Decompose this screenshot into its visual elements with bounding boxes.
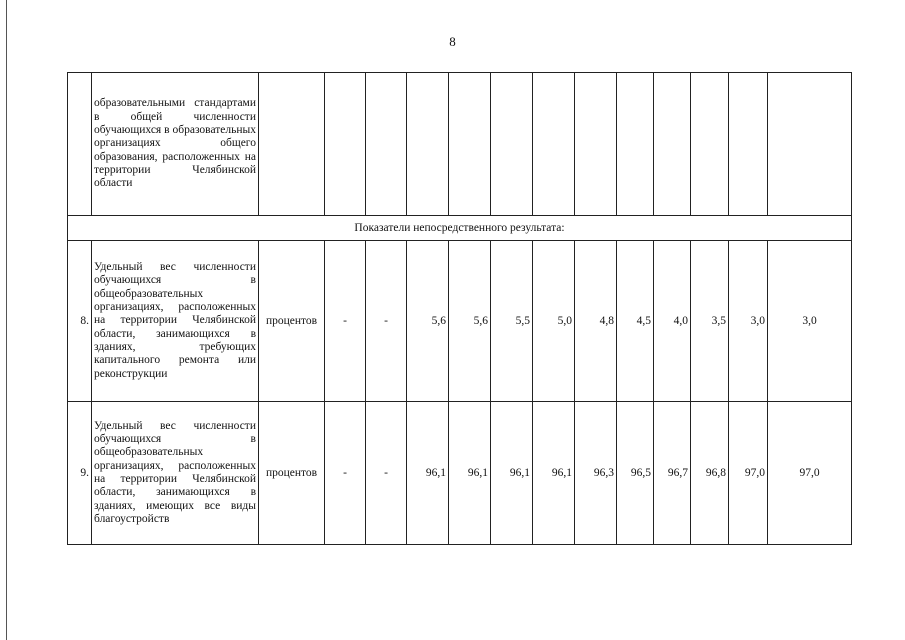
value-cell: 4,5: [617, 241, 654, 402]
empty-cell: [407, 73, 449, 216]
value-cell: 96,1: [533, 402, 575, 545]
value-cell: -: [325, 241, 366, 402]
value-cell: 3,0: [768, 241, 852, 402]
value-cell: -: [325, 402, 366, 545]
indicators-table: [67, 72, 852, 545]
value-cell: 96,1: [449, 402, 491, 545]
value-cell: 97,0: [729, 402, 768, 545]
row-number: 9.: [68, 402, 92, 545]
value-cell: 4,8: [575, 241, 617, 402]
empty-cell: [768, 73, 852, 216]
value-cell: 4,0: [654, 241, 691, 402]
empty-cell: [617, 73, 654, 216]
row-number-cell: [68, 73, 92, 216]
value-cell: 96,7: [654, 402, 691, 545]
unit-cell: процентов: [259, 241, 325, 402]
empty-cell: [491, 73, 533, 216]
indicator-description: образовательными стандартами в общей численности обучающихся в образовательных организациях общего образования, расположенных на территории Челябинской области: [92, 73, 259, 216]
value-cell: 96,1: [491, 402, 533, 545]
unit-cell: процентов: [259, 402, 325, 545]
value-cell: 96,8: [691, 402, 729, 545]
continuation-row: [68, 73, 852, 216]
empty-cell: [654, 73, 691, 216]
empty-cell: [325, 73, 366, 216]
value-cell: 3,0: [729, 241, 768, 402]
empty-cell: [259, 73, 325, 216]
empty-cell: [729, 73, 768, 216]
value-cell: 3,5: [691, 241, 729, 402]
page-left-edge: [6, 0, 7, 640]
value-cell: 5,6: [449, 241, 491, 402]
section-header: Показатели непосредственного результата:: [68, 216, 852, 241]
row-number: 8.: [68, 241, 92, 402]
value-cell: 96,1: [407, 402, 449, 545]
value-cell: 96,3: [575, 402, 617, 545]
table-row: [68, 241, 852, 402]
section-header-row: [68, 216, 852, 241]
empty-cell: [691, 73, 729, 216]
indicator-description: Удельный вес численности обучающихся в общеобразовательных организациях, расположенных на территории Челябинской области, занимающихся в зданиях, требующих капитального ремонта или реконструкции: [92, 241, 259, 402]
value-cell: 96,5: [617, 402, 654, 545]
value-cell: 5,5: [491, 241, 533, 402]
value-cell: -: [366, 241, 407, 402]
indicator-description: Удельный вес численности обучающихся в общеобразовательных организациях, расположенных на территории Челябинской области, занимающихся в зданиях, имеющих все виды благоустройств: [92, 402, 259, 545]
empty-cell: [366, 73, 407, 216]
value-cell: 97,0: [768, 402, 852, 545]
value-cell: -: [366, 402, 407, 545]
value-cell: 5,0: [533, 241, 575, 402]
empty-cell: [575, 73, 617, 216]
value-cell: 5,6: [407, 241, 449, 402]
page-number: 8: [449, 34, 456, 49]
empty-cell: [449, 73, 491, 216]
table-row: [68, 402, 852, 545]
empty-cell: [533, 73, 575, 216]
